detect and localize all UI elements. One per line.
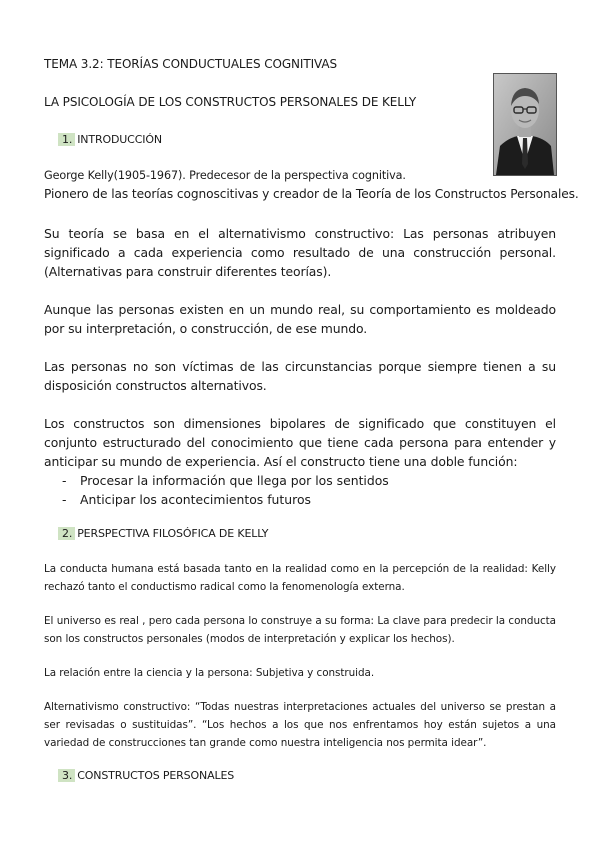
- intro-paragraph-2: Aunque las personas existen en un mundo real, su comportamiento es moldeado por su interpretación, o construcción, de ese mundo.: [44, 302, 556, 337]
- list-dash: -: [62, 492, 67, 508]
- intro-paragraph-1: Su teoría se basa en el alternativismo constructivo: Las personas atribuyen significado a cada experiencia como resultado de una construcción personal. (Alternativas para construir diferentes teorías).: [44, 226, 556, 280]
- section-heading-3: [58, 769, 234, 782]
- perspective-paragraph-2: El universo es real , pero cada persona lo construye a su forma: La clave para predecir la conducta son los constructos personales (modos de interpretación y explicar los hechos).: [44, 615, 556, 645]
- section-heading-1: [58, 133, 162, 146]
- section-title-3: CONSTRUCTOS PERSONALES: [77, 769, 235, 782]
- list-item-text: Anticipar los acontecimientos futuros: [80, 492, 311, 508]
- list-item: [62, 471, 389, 490]
- perspective-paragraph-4: Alternativismo constructivo: “Todas nuestras interpretaciones actuales del universo se prestan a ser revisadas o sustituidas”. “Los hechos a los que nos enfrentamos hoy están sujetos a una variedad de construcciones tan grande como nuestra inteligencia nos permita idear”.: [44, 701, 556, 749]
- list-dash: -: [62, 473, 67, 488]
- perspective-paragraph-1: La conducta humana está basada tanto en la realidad como en la percepción de la realidad: Kelly rechazó tanto el conductismo radical como la fenomenología externa.: [44, 563, 556, 593]
- section-number-2: 2.: [58, 527, 75, 540]
- section-number-1: 1.: [58, 133, 75, 146]
- document-subtitle: LA PSICOLOGÍA DE LOS CONSTRUCTOS PERSONALES DE KELLY: [44, 95, 417, 109]
- section-title-2: PERSPECTIVA FILOSÓFICA DE KELLY: [77, 527, 269, 540]
- perspective-paragraph-3: La relación entre la ciencia y la persona: Subjetiva y construida.: [44, 667, 375, 679]
- document-title: TEMA 3.2: TEORÍAS CONDUCTUALES COGNITIVAS: [44, 57, 338, 71]
- section-title-1: INTRODUCCIÓN: [77, 133, 162, 146]
- intro-paragraph-4: Los constructos son dimensiones bipolares de significado que constituyen el conjunto estructurado del conocimiento que tiene cada persona para entender y anticipar su mundo de experiencia. Así el constructo tiene una doble función:: [44, 416, 556, 470]
- list-item: [62, 490, 389, 509]
- section-heading-2: [58, 527, 268, 540]
- intro-line-2: Pionero de las teorías cognoscitivas y creador de la Teoría de los Constructos Personales.: [44, 187, 579, 201]
- intro-line-1: George Kelly(1905-1967). Predecesor de la perspectiva cognitiva.: [44, 169, 406, 182]
- list-item-text: Procesar la información que llega por los sentidos: [80, 473, 389, 488]
- section-number-3: 3.: [58, 769, 75, 782]
- intro-paragraph-3: Las personas no son víctimas de las circunstancias porque siempre tienen a su disposición constructos alternativos.: [44, 359, 556, 394]
- portrait-photo: [493, 73, 557, 176]
- function-list: [62, 471, 389, 509]
